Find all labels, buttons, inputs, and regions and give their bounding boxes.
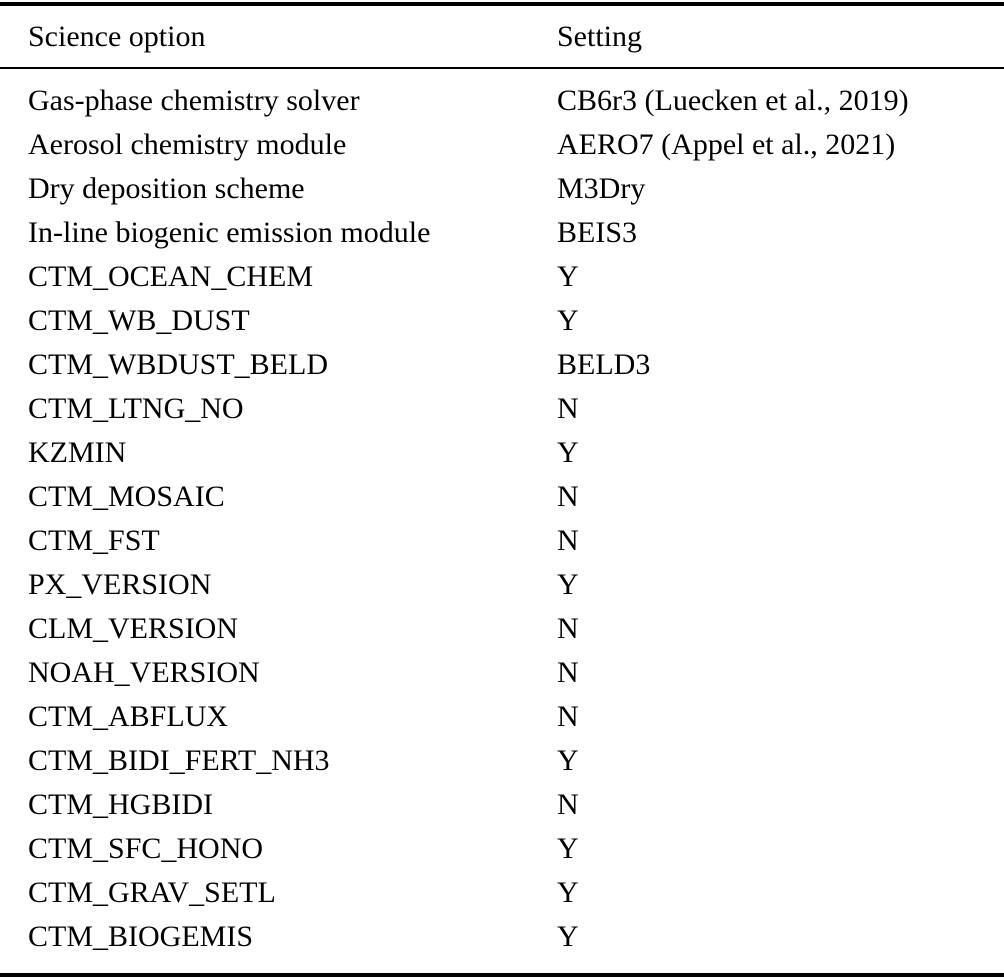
setting-cell: BELD3 <box>557 348 651 381</box>
science-option-cell: CTM_BIOGEMIS <box>28 920 254 953</box>
setting-cell: Y <box>557 436 579 469</box>
science-option-cell: Dry deposition scheme <box>28 172 305 205</box>
science-option-cell: Aerosol chemistry module <box>28 128 347 161</box>
table-row <box>0 211 1004 255</box>
setting-cell: Y <box>557 304 579 337</box>
setting-cell: CB6r3 (Luecken et al., 2019) <box>557 84 909 117</box>
table-row <box>0 607 1004 651</box>
science-option-cell: CTM_FST <box>28 524 160 557</box>
table-row <box>0 915 1004 975</box>
table-header <box>0 4 1004 68</box>
column-header-setting: Setting <box>557 4 1004 68</box>
table-row <box>0 255 1004 299</box>
setting-cell: Y <box>557 568 579 601</box>
table-row <box>0 519 1004 563</box>
science-option-cell: CTM_MOSAIC <box>28 480 225 513</box>
table-body <box>0 68 1004 975</box>
table-row <box>0 431 1004 475</box>
science-option-cell: CTM_WBDUST_BELD <box>28 348 328 381</box>
science-option-cell: In-line biogenic emission module <box>28 216 431 249</box>
science-option-cell: CTM_WB_DUST <box>28 304 250 337</box>
table-row <box>0 739 1004 783</box>
table-row <box>0 343 1004 387</box>
science-option-cell: CTM_LTNG_NO <box>28 392 244 425</box>
science-option-cell: CTM_SFC_HONO <box>28 832 264 865</box>
science-option-cell: Gas-phase chemistry solver <box>28 84 360 117</box>
table-row <box>0 827 1004 871</box>
setting-cell: N <box>557 612 579 645</box>
setting-cell: N <box>557 788 579 821</box>
setting-cell: N <box>557 700 579 733</box>
setting-cell: AERO7 (Appel et al., 2021) <box>557 128 896 161</box>
table-row <box>0 651 1004 695</box>
science-option-cell: PX_VERSION <box>28 568 212 601</box>
setting-cell: Y <box>557 744 579 777</box>
table-row <box>0 871 1004 915</box>
table-row <box>0 123 1004 167</box>
header-row <box>0 4 1004 68</box>
setting-cell: N <box>557 524 579 557</box>
science-option-cell: NOAH_VERSION <box>28 656 260 689</box>
setting-cell: Y <box>557 920 579 953</box>
science-option-cell: CLM_VERSION <box>28 612 239 645</box>
science-options-table <box>0 2 1004 977</box>
setting-cell: Y <box>557 260 579 293</box>
column-header-science-option: Science option <box>0 4 557 68</box>
science-option-cell: CTM_GRAV_SETL <box>28 876 276 909</box>
setting-cell: Y <box>557 832 579 865</box>
science-option-cell: CTM_HGBIDI <box>28 788 213 821</box>
science-option-cell: KZMIN <box>28 436 127 469</box>
table-row <box>0 299 1004 343</box>
setting-cell: M3Dry <box>557 172 646 205</box>
table-row <box>0 563 1004 607</box>
setting-cell: Y <box>557 876 579 909</box>
setting-cell: N <box>557 480 579 513</box>
table-row <box>0 475 1004 519</box>
setting-cell: N <box>557 392 579 425</box>
science-option-cell: CTM_BIDI_FERT_NH3 <box>28 744 330 777</box>
science-option-cell: CTM_OCEAN_CHEM <box>28 260 314 293</box>
table-row <box>0 167 1004 211</box>
table-row <box>0 387 1004 431</box>
setting-cell: BEIS3 <box>557 216 638 249</box>
setting-cell: N <box>557 656 579 689</box>
science-option-cell: CTM_ABFLUX <box>28 700 229 733</box>
table-row <box>0 783 1004 827</box>
table-row <box>0 68 1004 123</box>
table-row <box>0 695 1004 739</box>
